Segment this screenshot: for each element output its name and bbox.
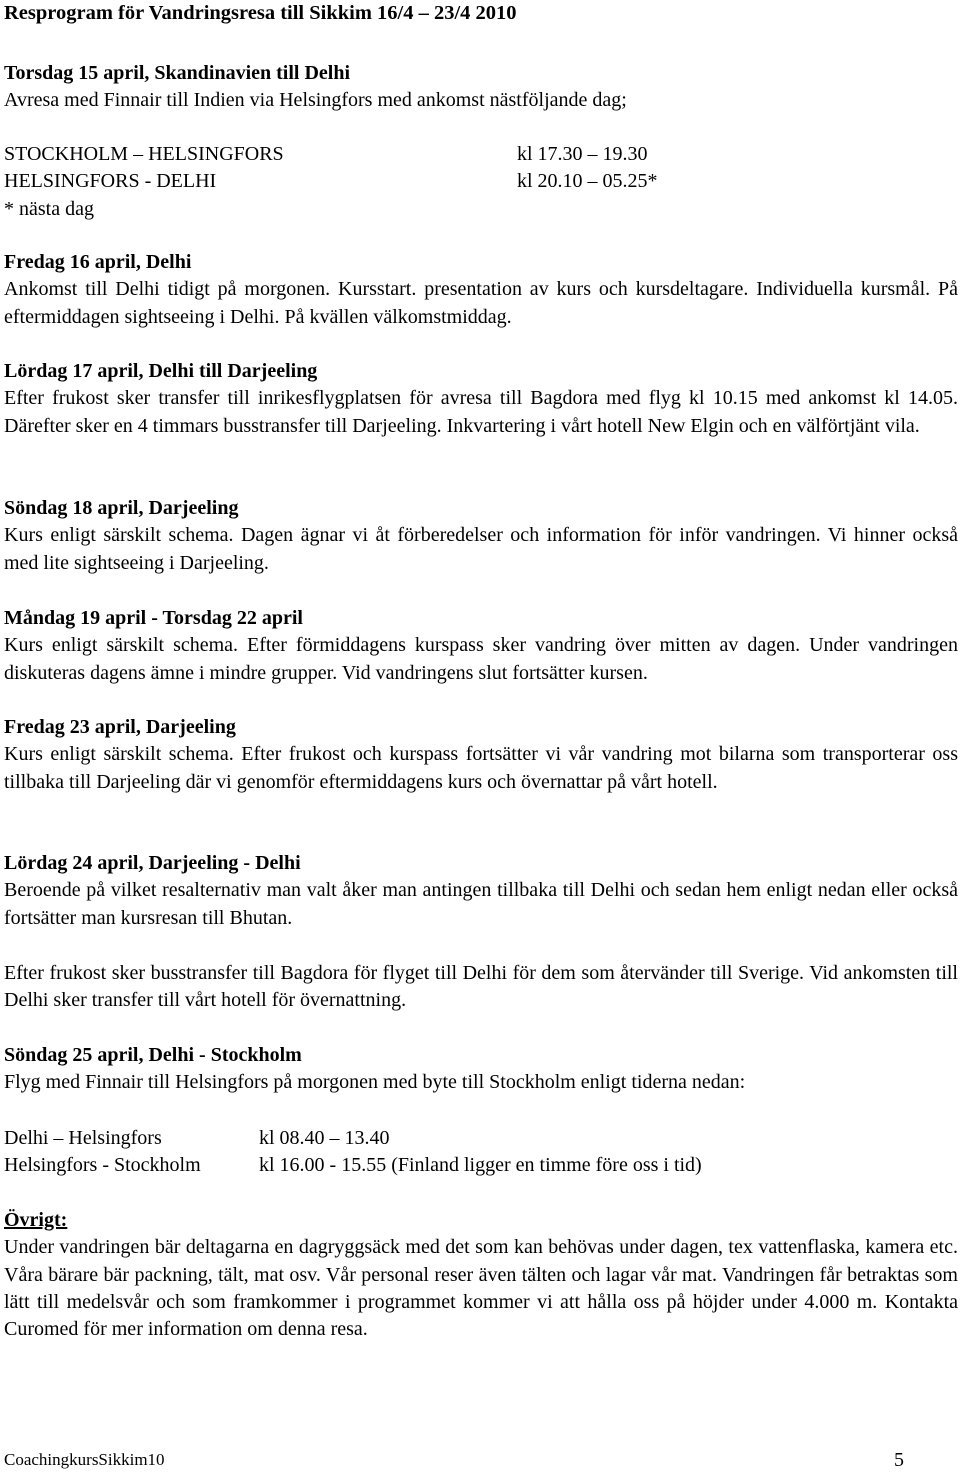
day-16-heading: Fredag 16 april, Delhi [4,251,192,273]
flight-route: STOCKHOLM – HELSINGFORS [4,143,284,165]
flight-row [4,1125,958,1152]
day-24-section [4,850,958,932]
day-18-heading: Söndag 18 april, Darjeeling [4,497,239,519]
day-16-section [4,249,958,331]
flight-time: kl 08.40 – 13.40 [259,1127,390,1149]
flight-row [4,141,958,168]
flight-time: kl 16.00 - 15.55 (Finland ligger en timme före oss i tid) [259,1154,702,1177]
flight-route: Helsingfors - Stockholm [4,1154,201,1177]
day-24-text: Beroende på vilket resalternativ man valt åker man antingen tillbaka till Delhi och sedan hem enligt nedan eller också fortsätter man kursresan till Bhutan. [4,879,958,929]
flight-route: Delhi – Helsingfors [4,1127,162,1149]
next-day-note: * nästa dag [4,197,94,220]
day-15-flights [4,141,958,223]
day-15-heading: Torsdag 15 april, Skandinavien till Delhi [4,62,351,84]
ovrigt-heading: Övrigt: [4,1209,68,1231]
flight-row [4,1152,958,1179]
flight-route: HELSINGFORS - DELHI [4,170,217,193]
day-23-section [4,714,958,796]
day-16-text: Ankomst till Delhi tidigt på morgonen. Kursstart. presentation av kurs och kursdeltagare. Individuella kursmål. På eftermiddagen sightseeing i Delhi. På kvällen välkomstmiddag. [4,278,958,328]
day-23-heading: Fredag 23 april, Darjeeling [4,716,236,738]
page-number: 5 [894,1449,904,1471]
footer-label: CoachingkursSikkim10 [4,1450,165,1469]
ovrigt-section [4,1207,958,1343]
day-25-flights [4,1125,958,1180]
day-19-22-text: Kurs enligt särskilt schema. Efter förmiddagens kurspass sker vandring över mitten av dagen. Under vandringen diskuteras dagens ämne i mindre grupper. Vid vandringens slut fortsätter kursen. [4,634,958,684]
day-18-text: Kurs enligt särskilt schema. Dagen ägnar vi åt förberedelser och information för inför vandringen. Vi hinner också med lite sightseeing i Darjeeling. [4,524,958,574]
flight-row [4,168,958,195]
day-19-22-heading: Måndag 19 april - Torsdag 22 april [4,607,303,629]
day-25-intro: Flyg med Finnair till Helsingfors på morgonen med byte till Stockholm enligt tiderna nedan: [4,1071,746,1094]
day-15-intro: Avresa med Finnair till Indien via Helsingfors med ankomst nästföljande dag; [4,89,627,112]
ovrigt-text: Under vandringen bär deltagarna en dagryggsäck med det som kan behövas under dagen, tex vattenflaska, kamera etc. Våra bärare bär packning, tält, mat osv. Vår personal reser även tälten och lagar vår mat. Vandringen får betraktas som lätt till medelsvår och som framkommer i programmet kommer vi att hålla oss på höjder under 4.000 m. Kontakta Curomed för mer information om denna resa. [4,1236,958,1341]
day-17-heading: Lördag 17 april, Delhi till Darjeeling [4,360,318,382]
day-17-text: Efter frukost sker transfer till inrikesflygplatsen för avresa till Bagdora med flyg kl 10.15 med ankomst kl 14.05. Därefter sker en 4 timmars busstransfer till Darjeeling. Inkvartering i vårt hotell New Elgin och en välförtjänt vila. [4,387,958,437]
day-25-heading: Söndag 25 april, Delhi - Stockholm [4,1044,302,1066]
day-25-section [4,1042,958,1097]
day-15-section [4,60,958,115]
day-17-section [4,358,958,440]
flight-time: kl 20.10 – 05.25* [517,170,658,193]
day-24-text-2: Efter frukost sker busstransfer till Bagdora för flyget till Delhi för dem som återvänder till Sverige. Vid ankomsten till Delhi sker transfer till vårt hotell för övernattning. [4,962,958,1012]
day-24-heading: Lördag 24 april, Darjeeling - Delhi [4,852,301,874]
day-18-section [4,495,958,577]
page-footer [4,1447,904,1473]
document-title: Resprogram för Vandringsresa till Sikkim 16/4 – 23/4 2010 [4,2,517,24]
day-24-section-2 [4,960,958,1015]
day-19-22-section [4,605,958,687]
day-23-text: Kurs enligt särskilt schema. Efter frukost och kurspass fortsätter vi vår vandring mot bilarna som transporterar oss tillbaka till Darjeeling där vi genomför eftermiddagens kurs och övernattar på vårt hotell. [4,743,958,793]
flight-time: kl 17.30 – 19.30 [517,143,648,165]
